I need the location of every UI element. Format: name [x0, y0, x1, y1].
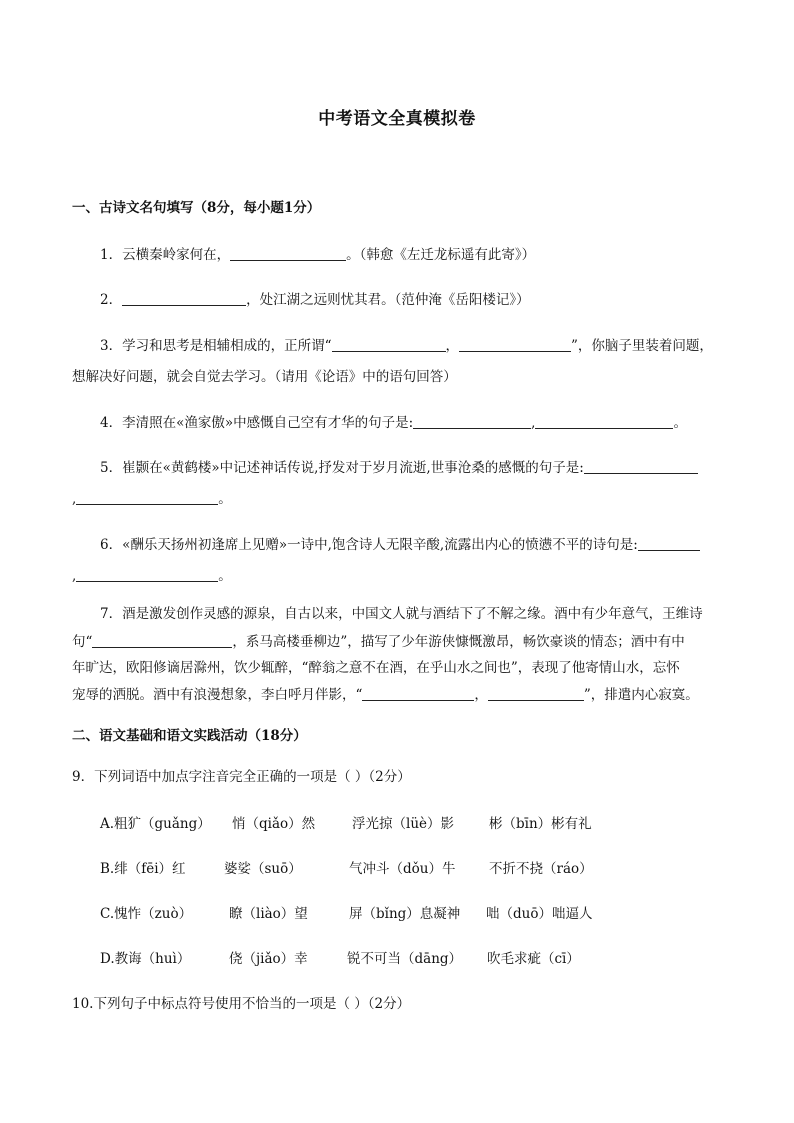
option-c-2: 瞭（liào）望 — [229, 906, 308, 922]
question-4-suffix: 。 — [673, 415, 687, 431]
question-9-stem: 9．下列词语中加点字注音完全正确的一项是（ ）（2分） — [72, 769, 411, 785]
question-7-line4-prefix: 宠辱的洒脱。酒中有浪漫想象，李白呼月伴影，“ — [72, 687, 363, 703]
question-2-suffix: ，处江湖之远则忧其君。（范仲淹《岳阳楼记》） — [246, 292, 530, 308]
question-7-line1: 7．酒是激发创作灵感的源泉，自古以来，中国文人就与酒结下了不解之缘。酒中有少年意气，王维诗 — [100, 606, 703, 622]
question-5-prefix: 5．崔颢在«黄鹤楼»中记述神话传说,抒发对于岁月流逝,世事沧桑的感慨的句子是: — [100, 460, 584, 476]
question-7-line4-middle: ， — [474, 687, 488, 703]
question-5-line2 — [72, 487, 232, 507]
question-6-prefix: 6．«酬乐天扬州初逢席上见赠»一诗中,饱含诗人无限辛酸,流露出内心的愤懑不平的诗句是: — [100, 537, 638, 553]
question-6 — [100, 533, 700, 553]
question-3-line2: 想解决好问题，就会自觉去学习。（请用《论语》中的语句回答） — [72, 369, 457, 385]
answer-blank[interactable] — [76, 490, 218, 505]
option-d-4: 吹毛求疵（cī） — [487, 951, 580, 967]
option-d-2: 侥（jiǎo）幸 — [229, 951, 308, 967]
option-d-1: D.教诲（huì） — [100, 951, 191, 967]
answer-blank[interactable] — [122, 291, 246, 306]
question-7-line4-suffix: ”，排遣内心寂寞。 — [583, 687, 699, 703]
question-3-prefix: 3．学习和思考是相辅相成的，正所谓“ — [100, 338, 332, 354]
option-a-1: A.粗犷（guǎng） — [100, 816, 211, 832]
question-2-prefix: 2． — [100, 292, 123, 308]
question-6-line2-prefix: , — [72, 568, 77, 584]
page-title: 中考语文全真模拟卷 — [318, 109, 476, 129]
question-1-prefix: 1．云横秦岭家何在， — [100, 247, 231, 263]
option-b-2: 婆娑（suō） — [224, 861, 302, 877]
answer-blank[interactable] — [332, 337, 446, 352]
question-6-line2-suffix: 。 — [218, 568, 232, 584]
question-7-line2-suffix: ，系马高楼垂柳边”，描写了少年游侠慷慨激昂，畅饮豪谈的情态；酒中有中 — [232, 634, 685, 650]
question-4-prefix: 4．李清照在«渔家傲»中感慨自己空有才华的句子是: — [100, 415, 414, 431]
question-5 — [100, 456, 698, 476]
answer-blank[interactable] — [362, 686, 474, 701]
answer-blank[interactable] — [230, 246, 346, 261]
question-10-stem: 10.下列句子中标点符号使用不恰当的一项是（ ）（2分） — [72, 996, 411, 1012]
option-d-3: 锐不可当（dāng） — [347, 951, 463, 967]
question-7-line2 — [72, 630, 685, 650]
question-3 — [100, 334, 713, 354]
answer-blank[interactable] — [584, 459, 698, 474]
question-7-line4 — [72, 683, 699, 703]
question-2 — [100, 288, 530, 308]
answer-blank[interactable] — [92, 633, 232, 648]
option-c-1: C.愧怍（zuò） — [100, 906, 193, 922]
section-1-heading: 一、古诗文名句填写（8分，每小题1分） — [72, 200, 321, 216]
question-5-line2-suffix: 。 — [218, 491, 232, 507]
question-7-line2-prefix: 句“ — [72, 634, 93, 650]
question-3-suffix: ”，你脑子里装着问题， — [571, 338, 713, 354]
answer-blank[interactable] — [488, 686, 584, 701]
option-c-4: 咄（duō）咄逼人 — [486, 906, 593, 922]
option-a-4: 彬（bīn）彬有礼 — [489, 816, 592, 832]
option-a-3: 浮光掠（lüè）影 — [352, 816, 455, 832]
question-7-line3: 年旷达，欧阳修谪居滁州，饮少辄醉，“醉翁之意不在酒，在乎山水之间也”，表现了他寄情山水，忘怀 — [72, 660, 680, 676]
option-b-1: B.绯（fēi）红 — [100, 861, 186, 877]
question-3-middle: ， — [445, 338, 459, 354]
question-4-middle: , — [531, 415, 536, 431]
question-1-suffix: 。（韩愈《左迁龙标遥有此寄》） — [346, 247, 536, 263]
answer-blank[interactable] — [535, 414, 673, 429]
answer-blank[interactable] — [413, 414, 531, 429]
option-b-4: 不折不挠（ráo） — [489, 861, 593, 877]
option-b-3: 气冲斗（dǒu）牛 — [349, 861, 456, 877]
question-4 — [100, 411, 687, 431]
answer-blank[interactable] — [459, 337, 571, 352]
option-c-3: 屏（bǐng）息凝神 — [349, 906, 461, 922]
option-a-2: 悄（qiǎo）然 — [232, 816, 316, 832]
answer-blank[interactable] — [76, 567, 218, 582]
section-2-heading: 二、语文基础和语文实践活动（18分） — [72, 728, 307, 744]
answer-blank[interactable] — [638, 536, 700, 551]
question-6-line2 — [72, 564, 232, 584]
question-1 — [100, 243, 535, 263]
question-5-line2-prefix: , — [72, 491, 77, 507]
